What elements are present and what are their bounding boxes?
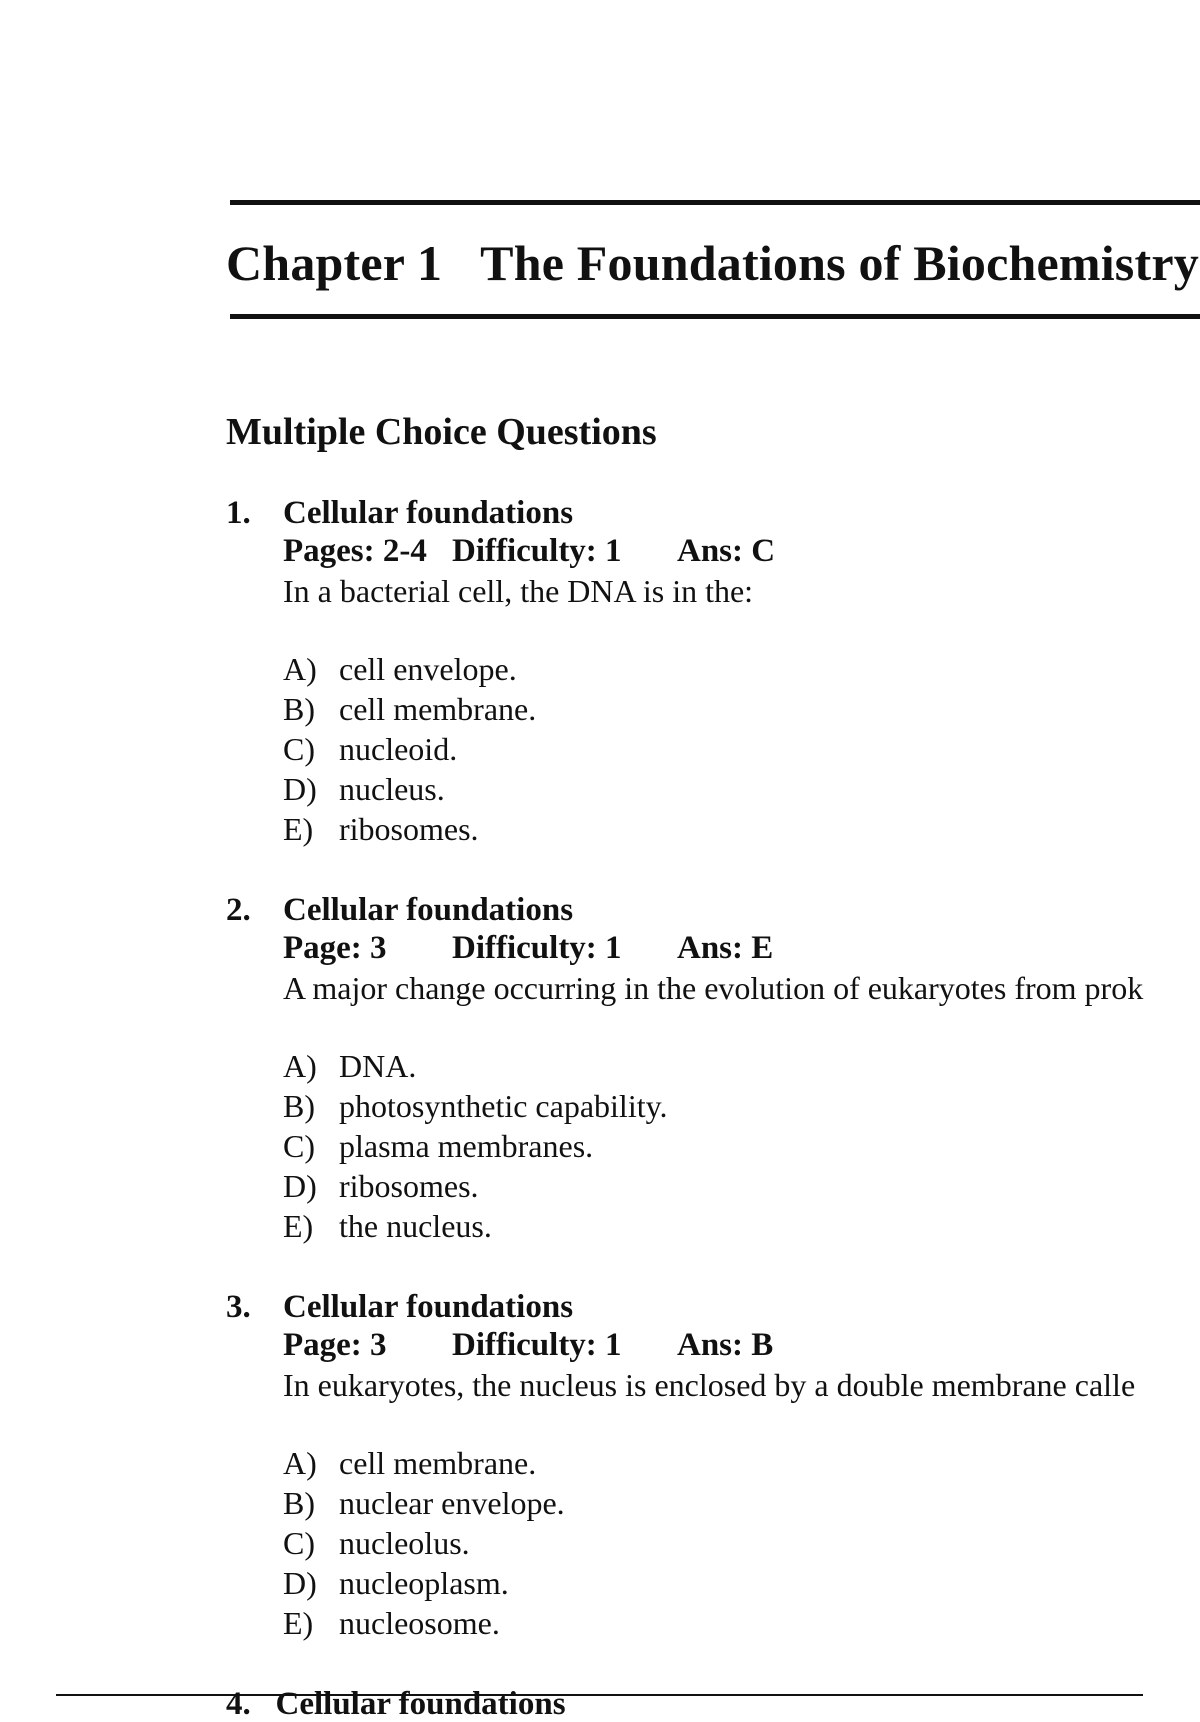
option-letter: E) bbox=[283, 1208, 314, 1244]
question-topic: Cellular foundations bbox=[283, 892, 574, 928]
option-text: cell membrane. bbox=[339, 691, 537, 727]
question-pages: Page: 3 bbox=[283, 1327, 387, 1363]
option-letter: D) bbox=[283, 1565, 317, 1601]
question-answer: Ans: C bbox=[677, 533, 776, 569]
option-letter: E) bbox=[283, 1605, 314, 1641]
answer-option bbox=[283, 1485, 1200, 1525]
option-text: photosynthetic capability. bbox=[339, 1088, 668, 1124]
option-letter: B) bbox=[283, 1088, 315, 1124]
question-difficulty: Difficulty: 1 bbox=[452, 1327, 622, 1363]
option-text: nuclear envelope. bbox=[339, 1485, 565, 1521]
next-question-topic: Cellular foundations bbox=[275, 1686, 566, 1722]
answer-option bbox=[283, 1128, 1200, 1168]
answer-option bbox=[283, 651, 1200, 691]
option-text: nucleus. bbox=[339, 771, 445, 807]
option-letter: A) bbox=[283, 1445, 317, 1481]
answer-option bbox=[283, 811, 1200, 851]
option-text: the nucleus. bbox=[339, 1208, 492, 1244]
option-letter: C) bbox=[283, 1525, 315, 1561]
option-letter: E) bbox=[283, 811, 314, 847]
header-rule-bottom bbox=[230, 314, 1200, 319]
answer-option bbox=[283, 1048, 1200, 1088]
question-3 bbox=[226, 1289, 1200, 1645]
answer-option bbox=[283, 1605, 1200, 1645]
question-2 bbox=[226, 892, 1200, 1248]
section-heading: Multiple Choice Questions bbox=[226, 411, 657, 453]
next-question-peek bbox=[226, 1686, 566, 1722]
question-number: 3. bbox=[226, 1289, 251, 1325]
option-text: cell membrane. bbox=[339, 1445, 537, 1481]
question-number: 2. bbox=[226, 892, 251, 928]
chapter-label: Chapter 1 bbox=[226, 235, 443, 291]
answer-option bbox=[283, 1525, 1200, 1565]
question-meta bbox=[226, 533, 1200, 573]
option-letter: B) bbox=[283, 1485, 315, 1521]
answer-option bbox=[283, 1445, 1200, 1485]
option-letter: D) bbox=[283, 771, 317, 807]
question-pages: Pages: 2-4 bbox=[283, 533, 427, 569]
option-text: nucleolus. bbox=[339, 1525, 470, 1561]
question-number: 1. bbox=[226, 495, 251, 531]
chapter-name: The Foundations of Biochemistry bbox=[480, 235, 1199, 291]
option-letter: C) bbox=[283, 731, 315, 767]
page-divider bbox=[56, 1694, 1143, 1696]
question-answer: Ans: E bbox=[677, 930, 774, 966]
answer-option bbox=[283, 1565, 1200, 1605]
option-text: DNA. bbox=[339, 1048, 417, 1084]
question-meta bbox=[226, 1327, 1200, 1367]
option-letter: D) bbox=[283, 1168, 317, 1204]
answer-options bbox=[226, 1048, 1200, 1248]
answer-options bbox=[226, 651, 1200, 851]
option-text: nucleoplasm. bbox=[339, 1565, 509, 1601]
chapter-title bbox=[226, 234, 1199, 292]
question-meta bbox=[226, 930, 1200, 970]
answer-option bbox=[283, 731, 1200, 771]
answer-options bbox=[226, 1445, 1200, 1645]
question-answer: Ans: B bbox=[677, 1327, 774, 1363]
question-topic: Cellular foundations bbox=[283, 1289, 574, 1325]
option-text: nucleosome. bbox=[339, 1605, 500, 1641]
question-1 bbox=[226, 495, 1200, 851]
answer-option bbox=[283, 1168, 1200, 1208]
option-letter: A) bbox=[283, 651, 317, 687]
answer-option bbox=[283, 1208, 1200, 1248]
option-text: ribosomes. bbox=[339, 1168, 479, 1204]
option-letter: A) bbox=[283, 1048, 317, 1084]
answer-option bbox=[283, 691, 1200, 731]
answer-option bbox=[283, 1088, 1200, 1128]
question-difficulty: Difficulty: 1 bbox=[452, 533, 622, 569]
question-topic: Cellular foundations bbox=[283, 495, 574, 531]
option-letter: C) bbox=[283, 1128, 315, 1164]
option-letter: B) bbox=[283, 691, 315, 727]
question-pages: Page: 3 bbox=[283, 930, 387, 966]
question-stem: In eukaryotes, the nucleus is enclosed by a double membrane calle bbox=[283, 1367, 1136, 1403]
answer-option bbox=[283, 771, 1200, 811]
option-text: ribosomes. bbox=[339, 811, 479, 847]
next-question-number: 4. bbox=[226, 1686, 251, 1722]
question-stem: In a bacterial cell, the DNA is in the: bbox=[283, 573, 754, 609]
option-text: plasma membranes. bbox=[339, 1128, 594, 1164]
question-stem: A major change occurring in the evolution of eukaryotes from prok bbox=[283, 970, 1144, 1006]
question-difficulty: Difficulty: 1 bbox=[452, 930, 622, 966]
header-rule-top bbox=[230, 200, 1200, 205]
option-text: nucleoid. bbox=[339, 731, 458, 767]
option-text: cell envelope. bbox=[339, 651, 517, 687]
